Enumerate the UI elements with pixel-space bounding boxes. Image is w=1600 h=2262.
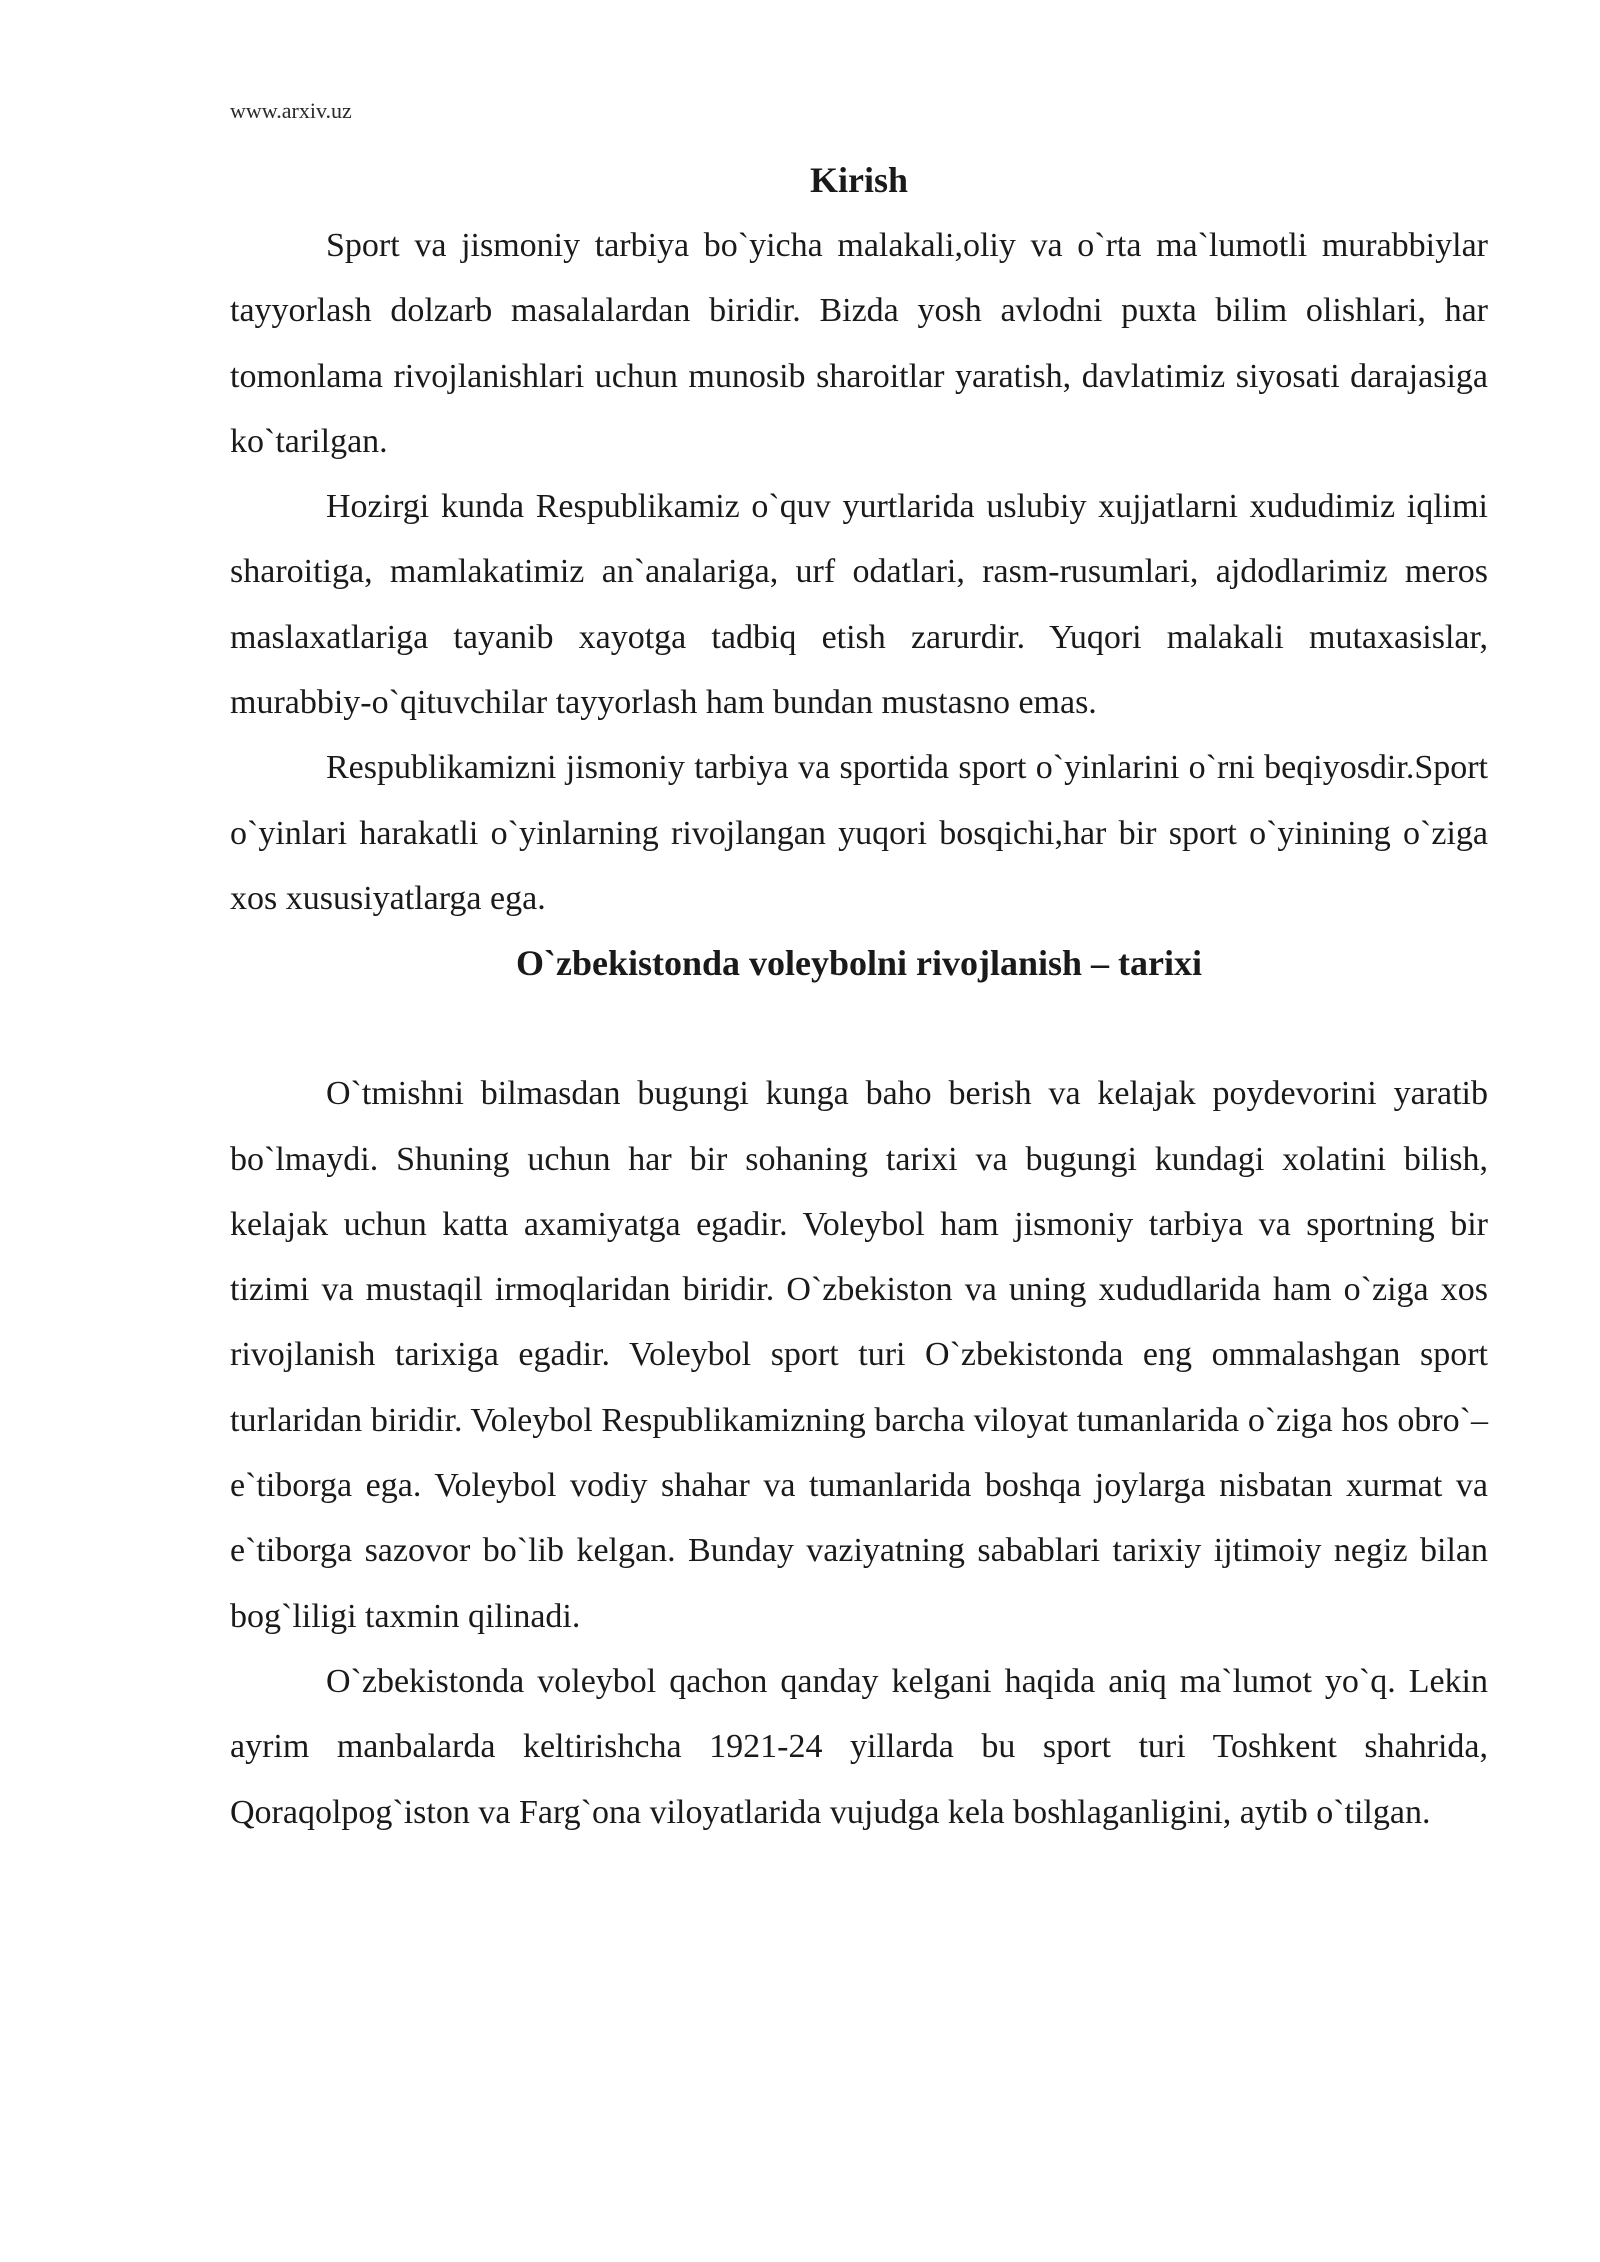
section-spacer (230, 996, 1488, 1061)
intro-paragraph-2: Hozirgi kunda Respublikamiz o`quv yurtlarida uslubiy xujjatlarni xududimiz iqlimi sharoitiga, mamlakatimiz an`analariga, urf odatlari, rasm-rusumlari, ajdodlarimiz meros maslaxatlariga tayanib xayotga tadbiq etish zarurdir. Yuqori malakali mutaxasislar, murabbiy-o`qituvchilar tayyorlash ham bundan mustasno emas. (230, 488, 1488, 722)
page-title: Kirish (809, 160, 908, 200)
section-paragraph-2: O`zbekistonda voleybol qachon qanday kelgani haqida aniq ma`lumot yo`q. Lekin ayrim manbalarda keltirishcha 1921-24 yillarda bu sport turi Toshkent shahrida, Qoraqolpog`iston va Farg`ona viloyatlarida vujudga kela boshlaganligini, aytib o`tilgan. (230, 1662, 1488, 1831)
section-title: O`zbekistonda voleybolni rivojlanish – tarixi (515, 943, 1203, 984)
intro-paragraph-3: Respublikamizni jismoniy tarbiya va sportida sport o`yinlarini o`rni beqiyosdir.Sport o`yinlari harakatli o`yinlarning rivojlangan yuqori bosqichi,har bir sport o`yinining o`ziga xos xususiyatlarga ega. (230, 749, 1488, 917)
site-url: www.arxiv.uz (230, 98, 352, 123)
document-body (230, 148, 1488, 1845)
intro-paragraph-1: Sport va jismoniy tarbiya bo`yicha malakali,oliy va o`rta ma`lumotli murabbiylar tayyorlash dolzarb masalalardan biridir. Bizda yosh avlodni puxta bilim olishlari, har tomonlama rivojlanishlari uchun munosib sharoitlar yaratish, davlatimiz siyosati darajasiga ko`tarilgan. (230, 227, 1488, 460)
section-paragraph-1: O`tmishni bilmasdan bugungi kunga baho berish va kelajak poydevorini yaratib bo`lmaydi. Shuning uchun har bir sohaning tarixi va bugungi kundagi xolatini bilish, kelajak uchun katta axamiyatga egadir. Voleybol ham jismoniy tarbiya va sportning bir tizimi va mustaqil irmoqlaridan biridir. O`zbekiston va uning xududlarida ham o`ziga xos rivojlanish tarixiga egadir. Voleybol sport turi O`zbekistonda eng ommalashgan sport turlaridan biridir. Voleybol Respublikamizning barcha viloyat tumanlarida o`ziga hos obro`– e`tiborga ega. Voleybol vodiy shahar va tumanlarida boshqa joylarga nisbatan xurmat va e`tiborga sazovor bo`lib kelgan. Bunday vaziyatning sabablari tarixiy ijtimoiy negiz bilan bog`liligi taxmin qilinadi. (230, 1075, 1488, 1635)
